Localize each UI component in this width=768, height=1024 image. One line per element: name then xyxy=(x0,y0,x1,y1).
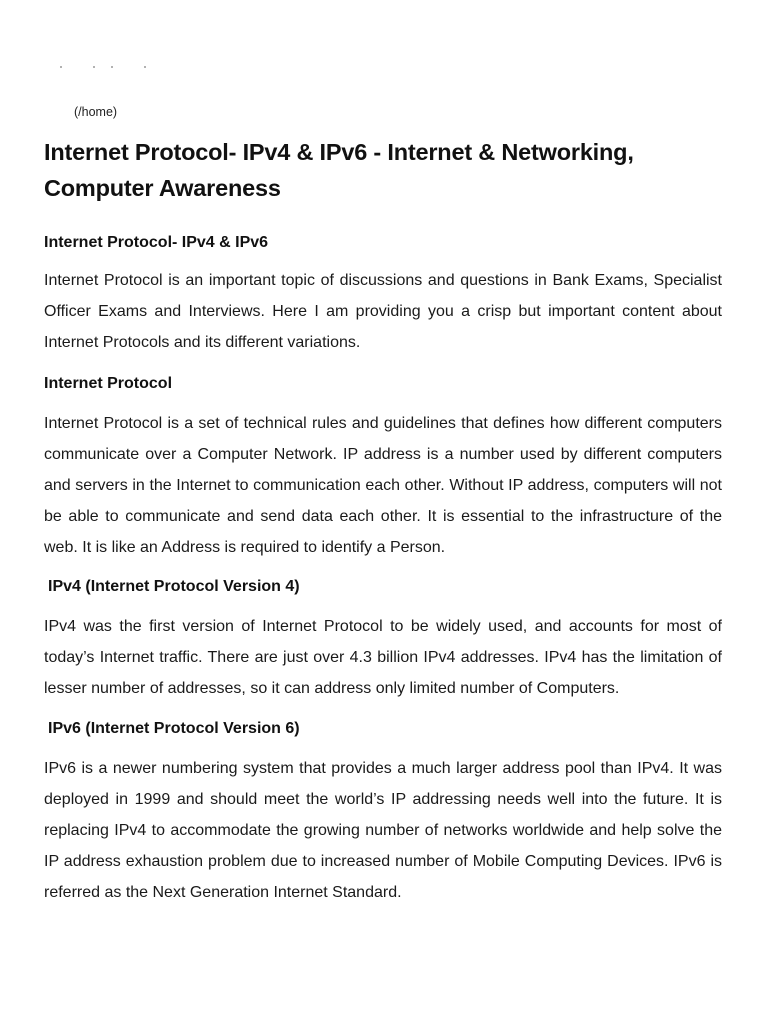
section-body-intro: Internet Protocol is an important topic of discussions and questions in Bank Exams, Specialist Officer Exams and Interviews. Here I am providing you a crisp but important content about Internet Protocols and its different variations. xyxy=(44,272,722,351)
page-title: Internet Protocol- IPv4 & IPv6 - Internet & Networking, Computer Awareness xyxy=(44,139,634,201)
section-heading-intro: Internet Protocol- IPv4 & IPv6 xyxy=(44,234,269,251)
section-heading-ipv6: IPv6 (Internet Protocol Version 6) xyxy=(48,720,300,737)
article-content xyxy=(44,232,722,908)
breadcrumb-home-link[interactable]: (/home) xyxy=(74,105,118,119)
section-body-ipv4: IPv4 was the first version of Internet Protocol to be widely used, and accounts for most of today’s Internet traffic. There are just over 4.3 billion IPv4 addresses. IPv4 has the limitation of lesser number of addresses, so it can address only limited number of Computers. xyxy=(44,618,722,697)
section-heading-ipv4: IPv4 (Internet Protocol Version 4) xyxy=(48,578,300,595)
section-heading-internet-protocol: Internet Protocol xyxy=(44,375,173,392)
faint-dots-decoration xyxy=(60,66,160,74)
section-body-ipv6: IPv6 is a newer numbering system that provides a much larger address pool than IPv4. It was deployed in 1999 and should meet the world’s IP addressing needs well into the future. It is replacing IPv4 to accommodate the growing number of networks worldwide and help solve the IP address exhaustion problem due to increased number of Mobile Computing Devices. IPv6 is referred as the Next Generation Internet Standard. xyxy=(44,760,722,901)
section-body-internet-protocol: Internet Protocol is a set of technical rules and guidelines that defines how different computers communicate over a Computer Network. IP address is a number used by different computers and servers in the Internet to communication each other. Without IP address, computers will not be able to communicate and send data each other. It is essential to the infrastructure of the web. It is like an Address is required to identify a Person. xyxy=(44,415,722,556)
